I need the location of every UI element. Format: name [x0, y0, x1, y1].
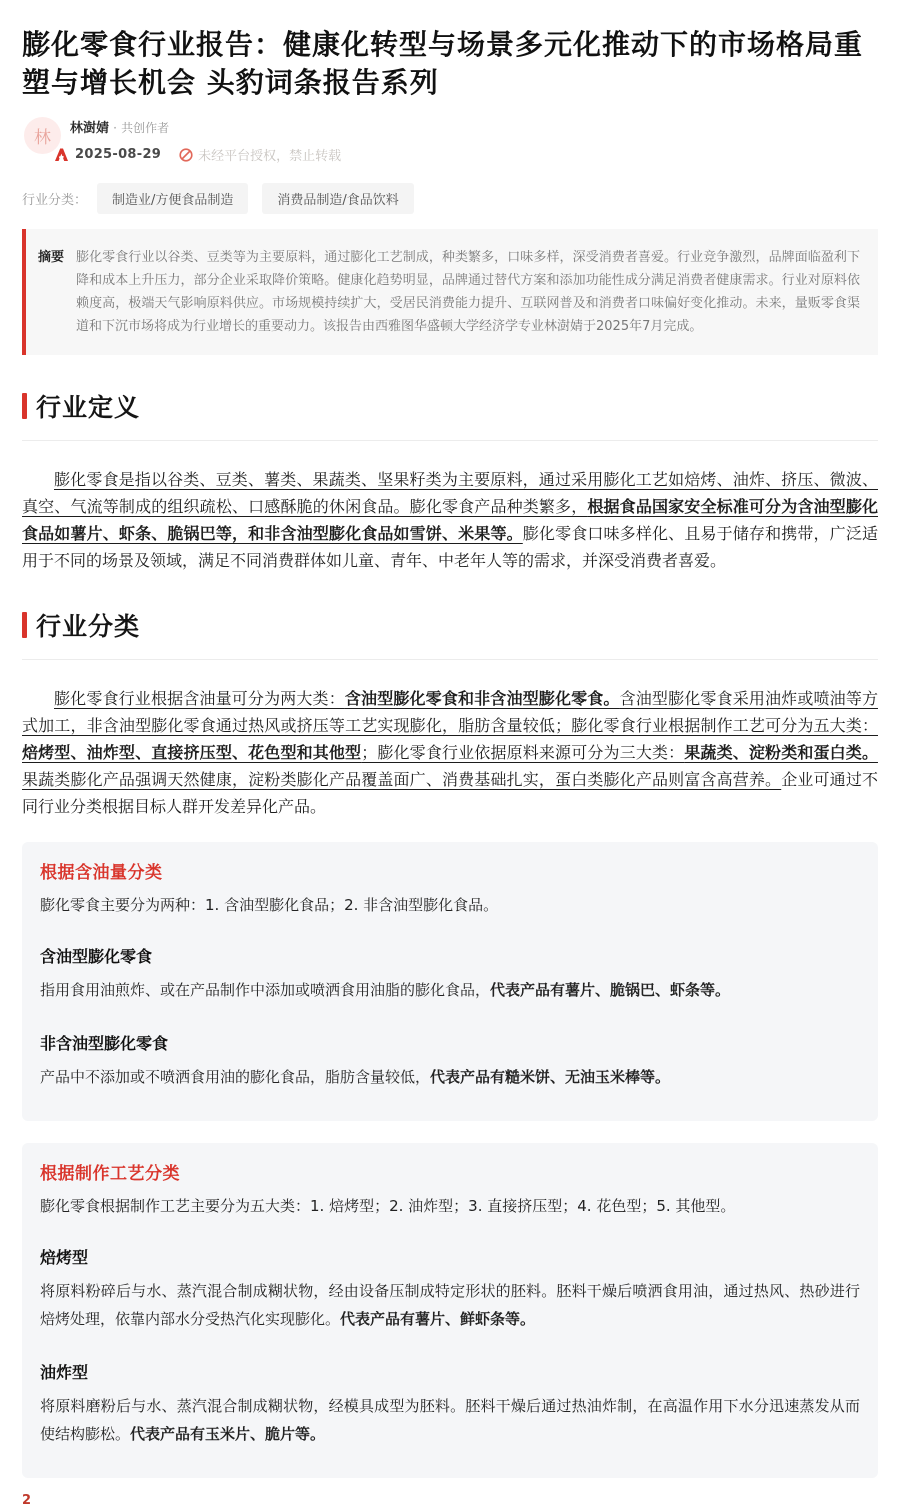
tags-label: 行业分类： [22, 193, 88, 208]
card-text-normal: 指用食用油煎炸、或在产品制作中添加或喷洒食用油脂的膨化食品， [40, 981, 491, 999]
abstract-label: 摘要 [38, 250, 65, 265]
classification-paragraph [22, 685, 878, 820]
paragraph-segment: 膨化零食是指以谷类、豆类、薯类、果蔬类、坚果籽类为主要原料，通过采用膨化工艺如焙烤、油炸、挤压、微波、真空、气流等制成的组织疏松、口感酥脆的休闲食品。膨化零食产品种类繁多， [22, 470, 878, 516]
card-title: 根据制作工艺分类 [40, 1164, 180, 1184]
definition-paragraph [22, 466, 878, 574]
card-text-bold: 代表产品有薯片、脆锅巴、虾条等。 [490, 981, 731, 999]
card-text-normal: 将原料磨粉后与水、蒸汽混合制成糊状物，经模具成型为胚料。胚料干燥后通过热油炸制，在高温作用下水分迅速蒸发从而使结构膨松。 [40, 1397, 860, 1443]
card-text-bold: 代表产品有薯片、鲜虾条等。 [340, 1310, 536, 1328]
leadleo-logo-icon [54, 148, 68, 161]
author-separator: · [113, 121, 117, 135]
card-item-text [40, 976, 860, 1004]
paragraph-segment: 果蔬类膨化产品强调天然健康，淀粉类膨化产品覆盖面广、消费基础扎实，蛋白类膨化产品则富含高营养。 [22, 770, 782, 789]
paragraph-segment: 膨化零食口味多样化、且易于储存和携带，广泛适用于不同的场景及领域，满足不同消费群体如儿童、青年、中老年人等的需求，并深受消费者喜爱。 [22, 524, 878, 570]
publish-date: 2025-08-29 [75, 147, 162, 162]
card-text-bold: 代表产品有玉米片、脆片等。 [130, 1425, 326, 1443]
section-heading-definition [22, 388, 878, 424]
card-intro: 膨化零食根据制作工艺主要分为五大类：1. 焙烤型；2. 油炸型；3. 直接挤压型；4. 花色型；5. 其他型。 [40, 1197, 736, 1215]
heading-accent-bar [22, 612, 27, 638]
paragraph-segment: 根据食品国家安全标准可分为含油型膨化食品如薯片、虾条、脆锅巴等，和非含油型膨化食品如雪饼、米果等。 [22, 497, 878, 543]
avatar[interactable] [24, 117, 61, 154]
paragraph-segment: 焙烤型、油炸型、直接挤压型、花色型和其他型 [22, 743, 362, 762]
section-divider [22, 440, 878, 441]
license-notice-text: 未经平台授权，禁止转载 [198, 149, 342, 164]
card-intro: 膨化零食主要分为两种：1. 含油型膨化食品；2. 非含油型膨化食品。 [40, 896, 499, 914]
author-role: 共创作者 [121, 121, 170, 135]
paragraph-segment: 果蔬类、淀粉类和蛋白类。 [684, 743, 878, 762]
author-block [22, 115, 878, 164]
abstract-text: 膨化零食行业以谷类、豆类等为主要原料，通过膨化工艺制成，种类繁多，口味多样，深受消费者喜爱。行业竞争激烈，品牌面临盈利下降和成本上升压力，部分企业采取降价策略。健康化趋势明显，品牌通过替代方案和添加功能性成分满足消费者健康需求。行业对原料依赖度高，极端天气影响原料供应。市场规模持续扩大，受居民消费能力提升、互联网普及和消费者口味偏好变化推动。未来，量贩零食渠道和下沉市场将成为行业增长的重要动力。该报告由西雅图华盛顿大学经济学专业林澍婧于2025年7月完成。 [76, 250, 860, 334]
card-text-bold: 代表产品有糙米饼、无油玉米棒等。 [430, 1068, 671, 1086]
card-item-text [40, 1392, 860, 1448]
card-item-text [40, 1277, 860, 1333]
card-item-heading: 非含油型膨化零食 [40, 1034, 169, 1053]
no-repost-icon [179, 148, 193, 162]
page-title: 膨化零食行业报告：健康化转型与场景多元化推动下的市场格局重塑与增长机会 头豹词条报告系列 [22, 28, 864, 99]
paragraph-segment: 膨化零食行业根据含油量可分为两大类： [54, 689, 345, 708]
meta-line [54, 145, 878, 164]
tag-consumer-goods[interactable]: 消费品制造/食品饮料 [262, 183, 413, 214]
card-process-classification [22, 1143, 878, 1478]
paragraph-segment: ；膨化零食行业依据原料来源可分为三大类： [361, 743, 685, 762]
card-item-heading: 油炸型 [40, 1363, 89, 1382]
page-number: 2 [22, 1493, 32, 1508]
card-item-heading: 焙烤型 [40, 1248, 89, 1267]
license-notice [179, 145, 341, 164]
card-item-heading: 含油型膨化零食 [40, 947, 153, 966]
avatar-initial: 林 [34, 128, 51, 148]
paragraph-segment: 含油型膨化零食和非含油型膨化零食。 [344, 689, 620, 708]
card-text-normal: 将原料粉碎后与水、蒸汽混合制成糊状物，经由设备压制成特定形状的胚料。胚料干燥后喷洒食用油，通过热风、热砂进行焙烤处理，依靠内部水分受热汽化实现膨化。 [40, 1282, 860, 1328]
card-text-normal: 产品中不添加或不喷洒食用油的膨化食品，脂肪含量较低， [40, 1068, 431, 1086]
paragraph-segment: 含油型膨化零食采用油炸或喷油等方式加工，非含油型膨化零食通过热风或挤压等工艺实现膨化，脂肪含量较低；膨化零食行业根据制作工艺可分为五大类： [22, 689, 878, 735]
card-oil-content-classification [22, 842, 878, 1121]
abstract-box [22, 229, 878, 355]
section-title: 行业定义 [36, 393, 141, 422]
paragraph-segment: 企业可通过不同行业分类根据目标人群开发差异化产品。 [22, 770, 878, 816]
section-title: 行业分类 [36, 612, 141, 641]
heading-accent-bar [22, 393, 27, 419]
section-divider [22, 659, 878, 660]
card-title: 根据含油量分类 [40, 863, 163, 883]
author-line [70, 115, 878, 136]
section-heading-classification [22, 607, 878, 643]
tag-manufacturing[interactable]: 制造业/方便食品制造 [97, 183, 248, 214]
card-item-text [40, 1063, 860, 1091]
author-name[interactable]: 林澍婧 [70, 121, 110, 136]
industry-tags-row [22, 183, 878, 214]
